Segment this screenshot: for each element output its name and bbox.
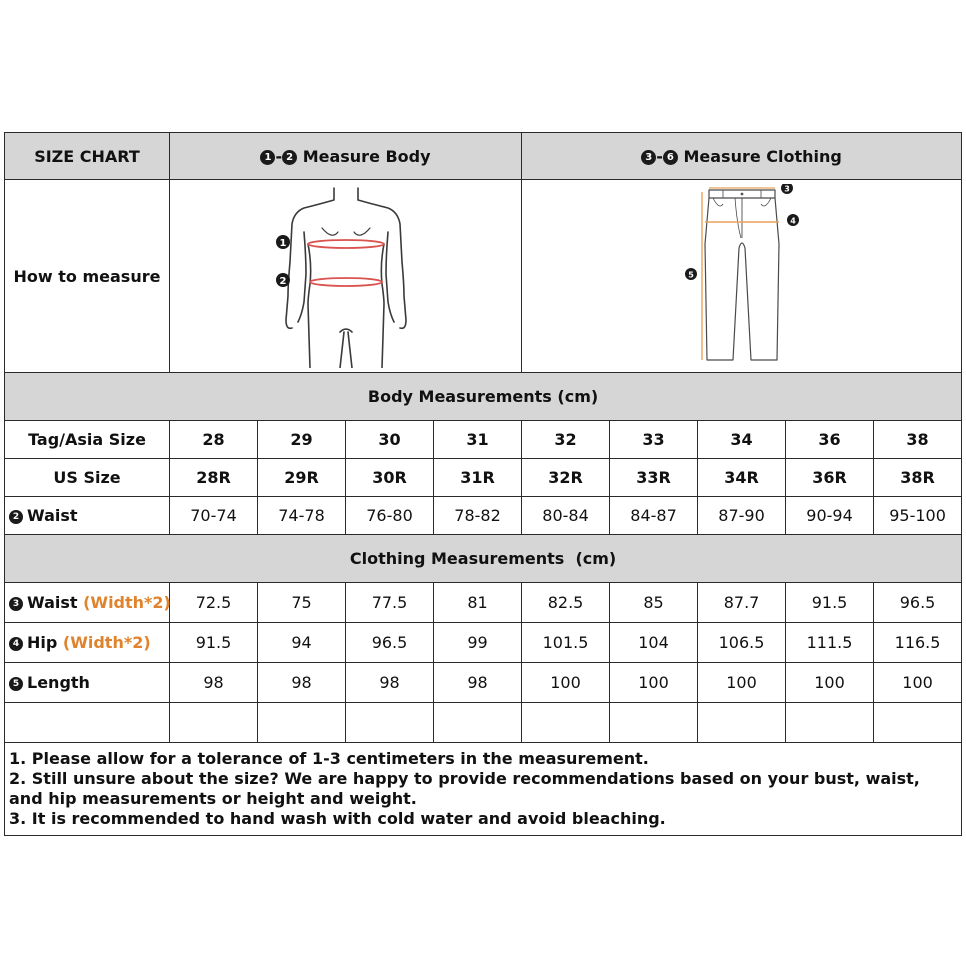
how-to-measure-label: How to measure <box>5 180 170 373</box>
clothing-measurements-title: Clothing Measurements (cm) <box>5 535 962 583</box>
body-waist-cell: 90-94 <box>786 497 874 535</box>
tag-asia-size-cell: 38 <box>874 421 962 459</box>
us-size-cell: 31R <box>434 459 522 497</box>
empty-cell <box>346 703 434 743</box>
us-size-row <box>5 459 962 497</box>
tag-asia-size-row <box>5 421 962 459</box>
body-waist-cell: 84-87 <box>610 497 698 535</box>
note-1: 1. Please allow for a tolerance of 1-3 centimeters in the measurement. <box>9 749 649 768</box>
marker-1-label: 1 <box>279 238 286 249</box>
size-chart-table <box>4 132 962 836</box>
clothing-waist-cell: 85 <box>610 583 698 623</box>
clothing-hip-text: Hip <box>27 633 58 652</box>
clothing-waist-cell: 91.5 <box>786 583 874 623</box>
clothing-waist-cell: 81 <box>434 583 522 623</box>
marker-5-label: 5 <box>687 270 694 280</box>
clothing-section-row <box>5 535 962 583</box>
note-3: 3. It is recommended to hand wash with cold water and avoid bleaching. <box>9 809 666 828</box>
clothing-length-cell: 100 <box>874 663 962 703</box>
clothing-length-row <box>5 663 962 703</box>
clothing-waist-cell: 77.5 <box>346 583 434 623</box>
clothing-hip-cell: 94 <box>258 623 346 663</box>
size-chart-title: SIZE CHART <box>5 133 170 180</box>
body-waist-label <box>5 497 170 535</box>
clothing-hip-note: (Width*2) <box>62 633 151 652</box>
badge-icon: 3 <box>9 597 23 611</box>
tag-asia-size-cell: 33 <box>610 421 698 459</box>
empty-cell <box>170 703 258 743</box>
body-waist-cell: 74-78 <box>258 497 346 535</box>
empty-cell <box>434 703 522 743</box>
us-size-cell: 29R <box>258 459 346 497</box>
body-section-row <box>5 373 962 421</box>
badge-icon: 2 <box>282 150 297 165</box>
clothing-length-cell: 100 <box>786 663 874 703</box>
clothing-length-cell: 98 <box>170 663 258 703</box>
clothing-waist-row <box>5 583 962 623</box>
pants-figure-cell <box>522 180 962 373</box>
empty-cell <box>874 703 962 743</box>
empty-cell <box>258 703 346 743</box>
clothing-hip-cell: 111.5 <box>786 623 874 663</box>
body-waist-cell: 87-90 <box>698 497 786 535</box>
clothing-waist-text: Waist <box>27 593 78 612</box>
badge-icon: 6 <box>663 150 678 165</box>
measure-clothing-title: Measure Clothing <box>683 146 842 166</box>
marker-4-label: 4 <box>789 216 796 226</box>
measure-body-header: 1 - 2 Measure Body <box>170 133 522 180</box>
clothing-waist-note: (Width*2) <box>83 593 171 612</box>
measure-clothing-header: 3 - 6 Measure Clothing <box>522 133 962 180</box>
tag-asia-size-cell: 36 <box>786 421 874 459</box>
body-waist-cell: 80-84 <box>522 497 610 535</box>
us-size-cell: 36R <box>786 459 874 497</box>
us-size-cell: 38R <box>874 459 962 497</box>
us-size-cell: 32R <box>522 459 610 497</box>
clothing-length-label <box>5 663 170 703</box>
marker-3-label: 3 <box>783 184 790 194</box>
empty-row <box>5 703 962 743</box>
note-2: 2. Still unsure about the size? We are happy to provide recommendations based on your bust, waist, and hip measurements or height and weight. <box>9 769 920 808</box>
clothing-waist-cell: 96.5 <box>874 583 962 623</box>
empty-cell <box>610 703 698 743</box>
tag-asia-size-cell: 29 <box>258 421 346 459</box>
tag-asia-size-cell: 30 <box>346 421 434 459</box>
tag-asia-size-cell: 34 <box>698 421 786 459</box>
body-measurements-title: Body Measurements (cm) <box>5 373 962 421</box>
tag-asia-size-cell: 28 <box>170 421 258 459</box>
header-row <box>5 133 962 180</box>
clothing-hip-label <box>5 623 170 663</box>
body-waist-row <box>5 497 962 535</box>
badge-icon: 4 <box>9 637 23 651</box>
clothing-waist-cell: 87.7 <box>698 583 786 623</box>
us-size-cell: 30R <box>346 459 434 497</box>
clothing-waist-cell: 72.5 <box>170 583 258 623</box>
clothing-hip-cell: 96.5 <box>346 623 434 663</box>
clothing-length-cell: 100 <box>610 663 698 703</box>
tag-asia-size-label: Tag/Asia Size <box>5 421 170 459</box>
clothing-length-text: Length <box>27 673 90 692</box>
us-size-cell: 33R <box>610 459 698 497</box>
clothing-hip-cell: 91.5 <box>170 623 258 663</box>
body-figure-icon <box>276 184 416 368</box>
notes-cell <box>5 743 962 836</box>
marker-2-label: 2 <box>279 276 286 287</box>
empty-cell <box>698 703 786 743</box>
empty-cell <box>5 703 170 743</box>
pants-figure-icon <box>667 184 817 368</box>
clothing-length-cell: 98 <box>258 663 346 703</box>
tag-asia-size-cell: 32 <box>522 421 610 459</box>
clothing-hip-cell: 99 <box>434 623 522 663</box>
us-size-cell: 28R <box>170 459 258 497</box>
clothing-length-cell: 98 <box>346 663 434 703</box>
clothing-hip-cell: 104 <box>610 623 698 663</box>
clothing-hip-cell: 116.5 <box>874 623 962 663</box>
body-waist-cell: 76-80 <box>346 497 434 535</box>
illustration-row <box>5 180 962 373</box>
badge-icon: 2 <box>9 510 23 524</box>
badge-icon: 1 <box>260 150 275 165</box>
body-waist-cell: 70-74 <box>170 497 258 535</box>
us-size-cell: 34R <box>698 459 786 497</box>
clothing-length-cell: 100 <box>522 663 610 703</box>
body-waist-text: Waist <box>27 506 78 525</box>
empty-cell <box>786 703 874 743</box>
badge-icon: 3 <box>641 150 656 165</box>
tag-asia-size-cell: 31 <box>434 421 522 459</box>
body-waist-cell: 95-100 <box>874 497 962 535</box>
clothing-hip-row <box>5 623 962 663</box>
clothing-length-cell: 100 <box>698 663 786 703</box>
clothing-waist-cell: 75 <box>258 583 346 623</box>
clothing-hip-cell: 106.5 <box>698 623 786 663</box>
body-waist-cell: 78-82 <box>434 497 522 535</box>
notes-row <box>5 743 962 836</box>
clothing-waist-cell: 82.5 <box>522 583 610 623</box>
clothing-hip-cell: 101.5 <box>522 623 610 663</box>
clothing-waist-label <box>5 583 170 623</box>
empty-cell <box>522 703 610 743</box>
us-size-label: US Size <box>5 459 170 497</box>
clothing-length-cell: 98 <box>434 663 522 703</box>
badge-icon: 5 <box>9 677 23 691</box>
measure-body-title: Measure Body <box>302 146 431 166</box>
body-figure-cell <box>170 180 522 373</box>
